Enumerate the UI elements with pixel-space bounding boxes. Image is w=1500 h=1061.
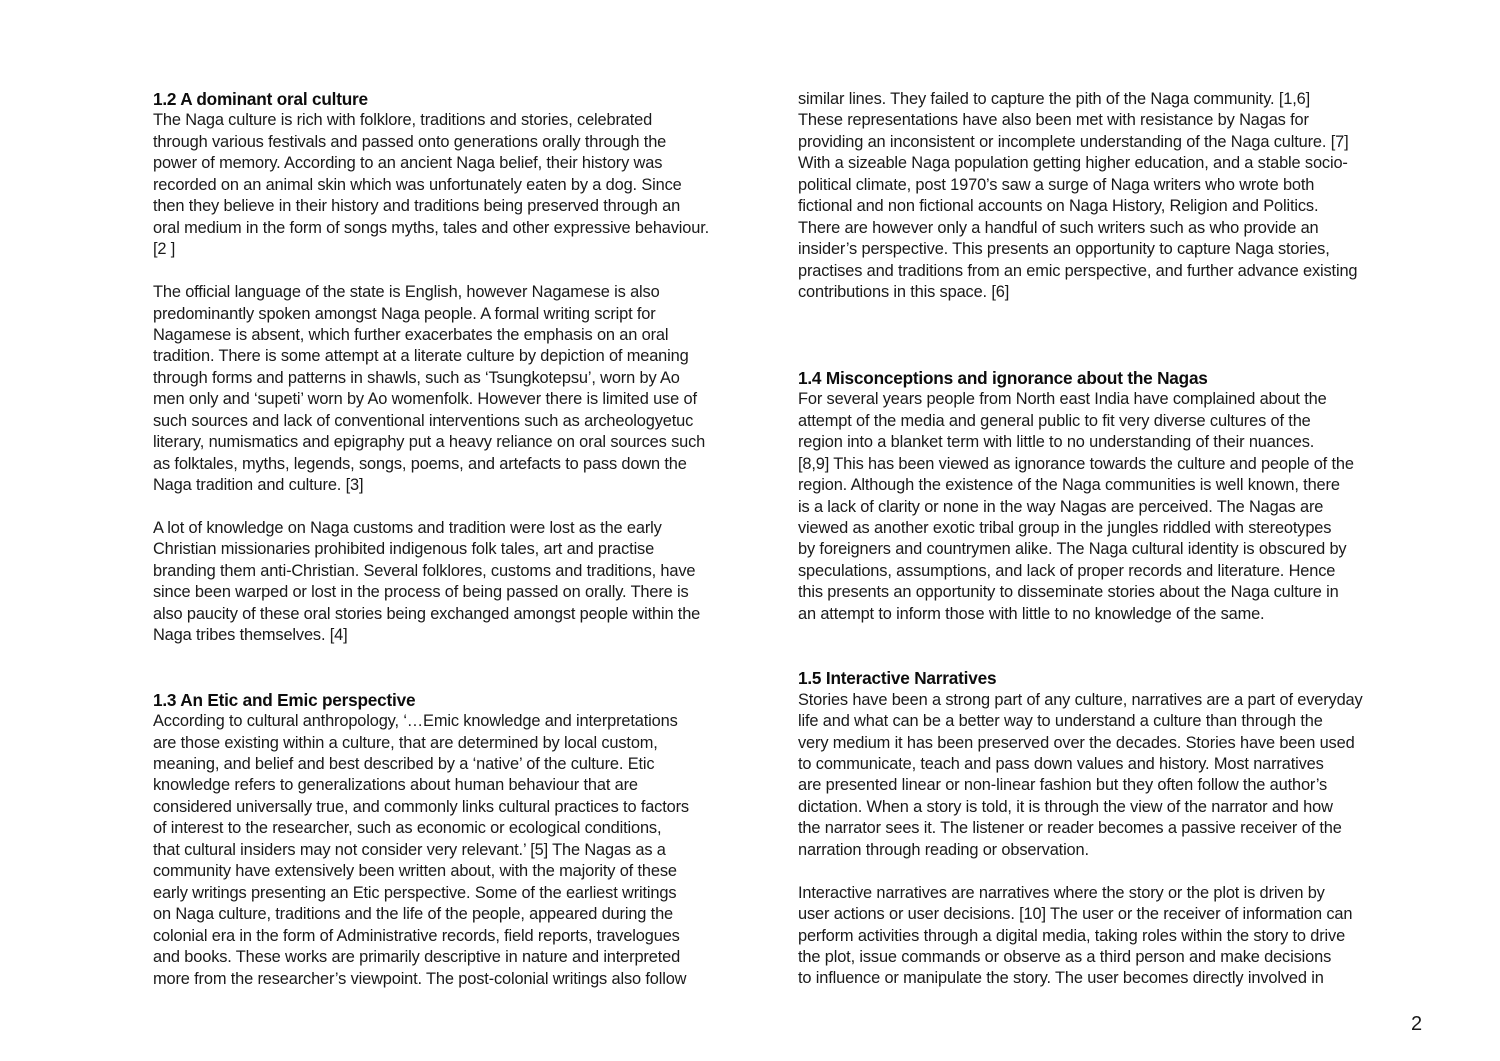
paragraph — [798, 389, 1438, 625]
text-line: an attempt to inform those with little to no knowledge of the same. — [798, 604, 1265, 623]
text-line: to influence or manipulate the story. The user becomes directly involved in — [798, 969, 1324, 988]
text-line: Naga tradition and culture. [3] — [153, 476, 364, 495]
text-line: considered universally true, and commonly links cultural practices to factors — [153, 797, 689, 816]
text-line: contributions in this space. [6] — [798, 283, 1010, 302]
section-gap — [798, 325, 1438, 346]
text-line: providing an inconsistent or incomplete understanding of the Naga culture. [7] — [798, 132, 1349, 151]
section-1-4 — [798, 368, 1438, 625]
section-gap — [153, 647, 783, 668]
text-line: branding them anti-Christian. Several folklores, customs and traditions, have — [153, 561, 696, 580]
text-line: of interest to the researcher, such as economic or ecological conditions, — [153, 819, 662, 838]
section-heading: 1.5 Interactive Narratives — [798, 668, 997, 689]
section-gap — [798, 625, 1438, 646]
section-1-3-continued — [798, 89, 1438, 304]
section-1-2 — [153, 89, 783, 647]
text-line: meaning, and belief and best described by a ‘native’ of the culture. Etic — [153, 754, 655, 773]
text-line: user actions or user decisions. [10] The user or the receiver of information can — [798, 905, 1353, 924]
left-column — [153, 89, 783, 990]
text-line: region into a blanket term with little to no understanding of their nuances. — [798, 433, 1315, 452]
text-line: attempt of the media and general public to fit very diverse cultures of the — [798, 411, 1311, 430]
text-line: power of memory. According to an ancient Naga belief, their history was — [153, 154, 663, 173]
text-line: this presents an opportunity to disseminate stories about the Naga culture in — [798, 583, 1339, 602]
text-line: region. Although the existence of the Naga communities is well known, there — [798, 476, 1340, 495]
page-number: 2 — [1411, 1013, 1423, 1035]
text-line: fictional and non fictional accounts on Naga History, Religion and Politics. — [798, 197, 1319, 216]
paragraph — [153, 282, 783, 497]
text-line: The official language of the state is English, however Nagamese is also — [153, 283, 660, 302]
text-line: recorded on an animal skin which was unfortunately eaten by a dog. Since — [153, 175, 682, 194]
text-line: early writings presenting an Etic perspective. Some of the earliest writings — [153, 883, 677, 902]
text-line: such sources and lack of conventional interventions such as archeologyetuc — [153, 411, 694, 430]
text-line: political climate, post 1970’s saw a surge of Naga writers who wrote both — [798, 175, 1315, 194]
text-line: Interactive narratives are narratives where the story or the plot is driven by — [798, 883, 1325, 902]
text-line: also paucity of these oral stories being exchanged amongst people within the — [153, 604, 701, 623]
text-line: [8,9] This has been viewed as ignorance towards the culture and people of the — [798, 454, 1354, 473]
text-line: are presented linear or non-linear fashion but they often follow the author’s — [798, 776, 1328, 795]
section-heading: 1.3 An Etic and Emic perspective — [153, 689, 416, 710]
text-line: is a lack of clarity or none in the way Nagas are perceived. The Nagas are — [798, 497, 1324, 516]
text-line: very medium it has been preserved over the decades. Stories have been used — [798, 733, 1355, 752]
text-line: With a sizeable Naga population getting higher education, and a stable socio- — [798, 154, 1348, 173]
text-line: knowledge refers to generalizations about human behaviour that are — [153, 776, 638, 795]
right-column — [798, 89, 1438, 990]
text-line: Stories have been a strong part of any culture, narratives are a part of everyday — [798, 690, 1363, 709]
paragraph — [798, 883, 1438, 990]
paragraph — [153, 711, 783, 990]
text-line: the plot, issue commands or observe as a third person and make decisions — [798, 948, 1332, 967]
paragraph — [798, 690, 1438, 862]
text-line: [2 ] — [153, 240, 176, 259]
paragraph-gap — [153, 261, 783, 282]
text-line: These representations have also been met with resistance by Nagas for — [798, 111, 1309, 130]
text-line: viewed as another exotic tribal group in the jungles riddled with stereotypes — [798, 519, 1332, 538]
text-line: The Naga culture is rich with folklore, traditions and stories, celebrated — [153, 111, 653, 130]
text-line: A lot of knowledge on Naga customs and tradition were lost as the early — [153, 519, 662, 538]
text-line: similar lines. They failed to capture the pith of the Naga community. [1,6] — [798, 90, 1310, 108]
text-line: perform activities through a digital media, taking roles within the story to drive — [798, 926, 1346, 945]
text-line: narration through reading or observation. — [798, 840, 1089, 859]
text-line: men only and ‘supeti’ worn by Ao womenfolk. However there is limited use of — [153, 390, 697, 409]
paragraph — [153, 518, 783, 647]
text-line: that cultural insiders may not consider very relevant.’ [5] The Nagas as a — [153, 840, 666, 859]
text-line: on Naga culture, traditions and the life of the people, appeared during the — [153, 905, 673, 924]
section-1-3 — [153, 690, 783, 990]
text-line: by foreigners and countrymen alike. The Naga cultural identity is obscured by — [798, 540, 1347, 559]
text-line: to communicate, teach and pass down values and history. Most narratives — [798, 754, 1324, 773]
text-line: are those existing within a culture, that are determined by local custom, — [153, 733, 658, 752]
paragraph — [798, 89, 1438, 304]
text-line: predominantly spoken amongst Naga people. A formal writing script for — [153, 304, 656, 323]
text-line: There are however only a handful of such writers such as who provide an — [798, 218, 1319, 237]
text-line: more from the researcher’s viewpoint. The post-colonial writings also follow — [153, 969, 687, 988]
text-line: and books. These works are primarily descriptive in nature and interpreted — [153, 948, 681, 967]
section-gap — [798, 346, 1438, 367]
paragraph — [153, 110, 783, 260]
text-line: For several years people from North east India have complained about the — [798, 390, 1327, 409]
section-heading: 1.2 A dominant oral culture — [153, 89, 368, 109]
text-line: insider’s perspective. This presents an opportunity to capture Naga stories, — [798, 240, 1330, 259]
text-line: then they believe in their history and traditions being preserved through an — [153, 197, 681, 216]
text-line: through forms and patterns in shawls, such as ‘Tsungkotepsu’, worn by Ao — [153, 368, 680, 387]
text-line: Nagamese is absent, which further exacerbates the emphasis on an oral — [153, 325, 669, 344]
section-gap — [798, 647, 1438, 668]
text-line: as folktales, myths, legends, songs, poems, and artefacts to pass down the — [153, 454, 687, 473]
text-line: tradition. There is some attempt at a literate culture by depiction of meaning — [153, 347, 689, 366]
text-line: community have extensively been written about, with the majority of these — [153, 862, 677, 881]
text-line: oral medium in the form of songs myths, tales and other expressive behaviour. — [153, 218, 710, 237]
text-line: life and what can be a better way to understand a culture than through the — [798, 712, 1323, 731]
text-line: the narrator sees it. The listener or reader becomes a passive receiver of the — [798, 819, 1342, 838]
text-line: literary, numismatics and epigraphy put a heavy reliance on oral sources such — [153, 433, 706, 452]
paragraph-gap — [153, 497, 783, 518]
text-line: through various festivals and passed onto generations orally through the — [153, 132, 667, 151]
paragraph-gap — [798, 861, 1438, 882]
text-line: dictation. When a story is told, it is through the view of the narrator and how — [798, 797, 1333, 816]
section-heading: 1.4 Misconceptions and ignorance about the Nagas — [798, 367, 1208, 388]
section-gap — [798, 304, 1438, 325]
text-line: practises and traditions from an emic perspective, and further advance existing — [798, 261, 1358, 280]
text-line: Christian missionaries prohibited indigenous folk tales, art and practise — [153, 540, 655, 559]
text-line: colonial era in the form of Administrative records, field reports, travelogues — [153, 926, 680, 945]
section-1-5 — [798, 668, 1438, 990]
text-line: According to cultural anthropology, ‘…Emic knowledge and interpretations — [153, 712, 678, 731]
section-gap — [153, 668, 783, 689]
text-line: Naga tribes themselves. [4] — [153, 626, 348, 645]
text-line: speculations, assumptions, and lack of proper records and literature. Hence — [798, 561, 1336, 580]
text-line: since been warped or lost in the process of being passed on orally. There is — [153, 583, 689, 602]
